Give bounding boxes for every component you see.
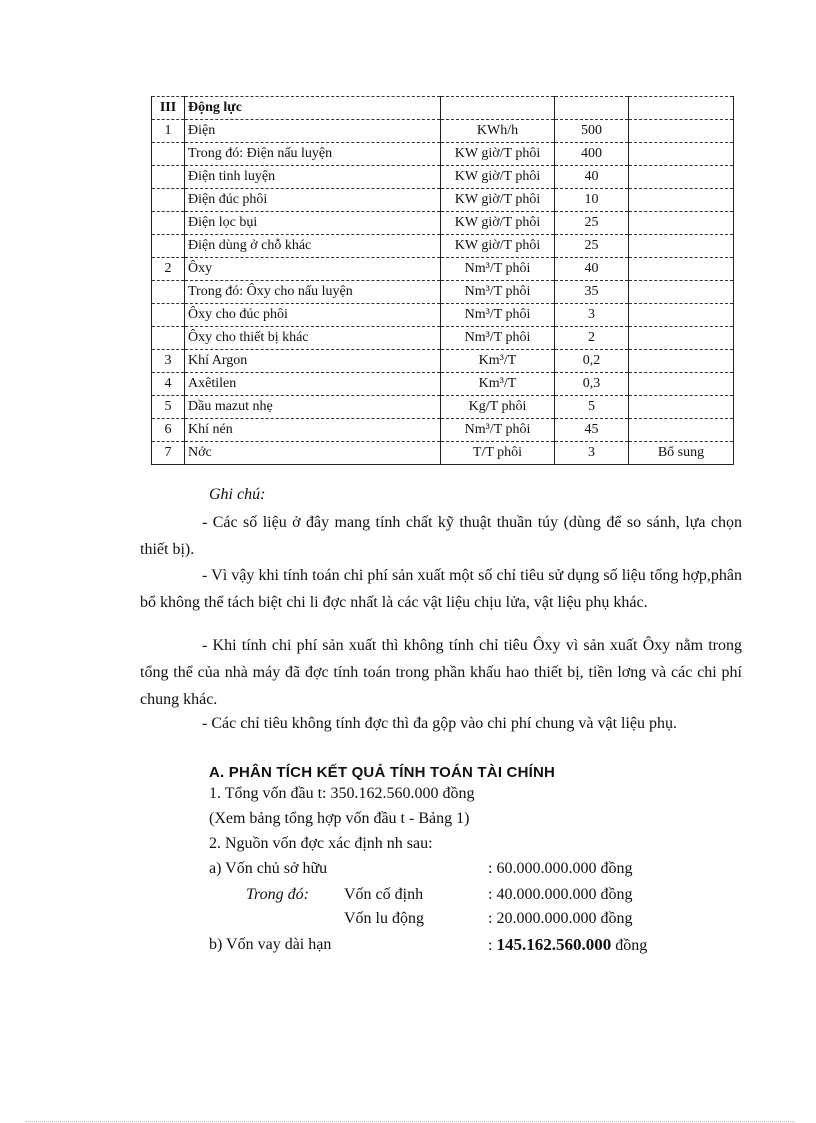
- table-cell-note: Bổ sung: [629, 442, 734, 465]
- table-cell-stt: [152, 281, 185, 304]
- table-row: [152, 373, 734, 396]
- note-paragraph-1: - Các số liệu ở đây mang tính chất kỹ thuật thuần túy (dùng để so sánh, lựa chọn thiết bị).: [140, 514, 742, 558]
- table-row: [152, 281, 734, 304]
- table-row: [152, 258, 734, 281]
- working-capital-value: : 20.000.000.000 đồng: [488, 910, 633, 927]
- table-cell-value: 0,2: [555, 350, 629, 373]
- table-cell-name: Điện tinh luyện: [185, 166, 441, 189]
- table-cell-value: 10: [555, 189, 629, 212]
- table-row: [152, 442, 734, 465]
- table-row: [152, 97, 734, 120]
- table-row: [152, 143, 734, 166]
- table-cell-stt: [152, 304, 185, 327]
- table-cell-stt: III: [152, 97, 185, 120]
- table-cell-value: 3: [555, 442, 629, 465]
- table-cell-stt: [152, 143, 185, 166]
- table-cell-unit: Nm³/T phôi: [441, 304, 555, 327]
- table-cell-unit: Km³/T: [441, 350, 555, 373]
- table-cell-note: [629, 327, 734, 350]
- table-row: [152, 189, 734, 212]
- table-row: [152, 396, 734, 419]
- table-cell-name: Trong đó: Ôxy cho nấu luyện: [185, 281, 441, 304]
- table-cell-note: [629, 143, 734, 166]
- table-cell-name: Ôxy cho thiết bị khác: [185, 327, 441, 350]
- table-cell-name: Nớc: [185, 442, 441, 465]
- table-cell-value: [555, 97, 629, 120]
- table-cell-stt: 2: [152, 258, 185, 281]
- table-cell-stt: [152, 327, 185, 350]
- table-cell-value: 35: [555, 281, 629, 304]
- table-cell-unit: Nm³/T phôi: [441, 327, 555, 350]
- table-cell-name: Axêtilen: [185, 373, 441, 396]
- table-cell-note: [629, 396, 734, 419]
- table-cell-unit: KW giờ/T phôi: [441, 166, 555, 189]
- table-cell-name: Điện: [185, 120, 441, 143]
- table-cell-note: [629, 235, 734, 258]
- table-cell-stt: [152, 166, 185, 189]
- equity-value: : 60.000.000.000 đồng: [488, 860, 633, 877]
- table-cell-name: Dầu mazut nhẹ: [185, 396, 441, 419]
- table-cell-name: Điện dùng ở chỗ khác: [185, 235, 441, 258]
- table-cell-value: 500: [555, 120, 629, 143]
- table-cell-name: Ôxy cho đúc phôi: [185, 304, 441, 327]
- working-capital-label: Vốn lu động: [344, 910, 424, 927]
- note-paragraph-4: - Các chỉ tiêu không tính đợc thì đa gộp vào chi phí chung và vật liệu phụ.: [202, 715, 678, 732]
- table-cell-note: [629, 120, 734, 143]
- table-cell-note: [629, 212, 734, 235]
- table-cell-value: 40: [555, 258, 629, 281]
- energy-consumption-table: [151, 96, 734, 465]
- table-cell-value: 45: [555, 419, 629, 442]
- loan-amount: 145.162.560.000: [496, 935, 612, 954]
- notes-title: Ghi chú:: [209, 486, 266, 503]
- table-row: [152, 166, 734, 189]
- table-row: [152, 235, 734, 258]
- table-cell-stt: [152, 189, 185, 212]
- table-cell-note: [629, 304, 734, 327]
- table-cell-unit: T/T phôi: [441, 442, 555, 465]
- table-cell-name: Điện đúc phôi: [185, 189, 441, 212]
- long-term-loan-value: [488, 935, 647, 955]
- note-paragraph-3: - Khi tính chi phí sản xuất thì không tính chỉ tiêu Ôxy vì sản xuất Ôxy nằm trong tổng thể của nhà máy đã đợc tính toán trong phần khấu hao thiết bị, tiền lơng và các chi phí chung khác.: [140, 637, 742, 708]
- fixed-capital-value: : 40.000.000.000 đồng: [488, 886, 633, 903]
- loan-unit: đồng: [611, 937, 648, 954]
- table-row: [152, 350, 734, 373]
- table-cell-name: Khí nén: [185, 419, 441, 442]
- section-heading: A. PHÂN TÍCH KẾT QUẢ TÍNH TOÁN TÀI CHÍNH: [209, 764, 556, 781]
- table-row: [152, 327, 734, 350]
- table-cell-stt: 7: [152, 442, 185, 465]
- table-cell-note: [629, 258, 734, 281]
- table-cell-unit: KWh/h: [441, 120, 555, 143]
- table-cell-name: Động lực: [185, 97, 441, 120]
- table-cell-unit: Nm³/T phôi: [441, 281, 555, 304]
- capital-sources-line: 2. Nguồn vốn đợc xác định nh sau:: [209, 835, 433, 852]
- table-cell-stt: 3: [152, 350, 185, 373]
- table-cell-unit: Km³/T: [441, 373, 555, 396]
- table-row: [152, 304, 734, 327]
- fixed-capital-label: Vốn cố định: [344, 886, 424, 903]
- table-cell-value: 25: [555, 212, 629, 235]
- table-cell-value: 2: [555, 327, 629, 350]
- table-cell-note: [629, 350, 734, 373]
- table-cell-value: 0,3: [555, 373, 629, 396]
- table-cell-unit: Kg/T phôi: [441, 396, 555, 419]
- table-row: [152, 120, 734, 143]
- table-body: [152, 97, 734, 465]
- table-cell-unit: KW giờ/T phôi: [441, 235, 555, 258]
- table-cell-value: 3: [555, 304, 629, 327]
- table-cell-value: 25: [555, 235, 629, 258]
- table-cell-note: [629, 166, 734, 189]
- table-cell-note: [629, 373, 734, 396]
- table-cell-note: [629, 419, 734, 442]
- table-cell-name: Khí Argon: [185, 350, 441, 373]
- table-cell-stt: 5: [152, 396, 185, 419]
- table-row: [152, 419, 734, 442]
- page-bottom-rule: [25, 1121, 795, 1122]
- table-cell-name: Trong đó: Điện nấu luyện: [185, 143, 441, 166]
- table-cell-unit: KW giờ/T phôi: [441, 212, 555, 235]
- note-paragraph-2: - Vì vậy khi tính toán chi phí sản xuất một số chỉ tiêu sử dụng số liệu tổng hợp,phân bổ không thể tách biệt chi li đợc nhất là các vật liệu chịu lửa, vật liệu phụ khác.: [140, 567, 742, 611]
- table-cell-stt: 6: [152, 419, 185, 442]
- loan-colon: :: [488, 937, 497, 954]
- total-investment-line: 1. Tổng vốn đầu t: 350.162.560.000 đồng: [209, 785, 475, 802]
- table-cell-name: Ôxy: [185, 258, 441, 281]
- table-cell-value: 400: [555, 143, 629, 166]
- table-cell-stt: [152, 212, 185, 235]
- table-cell-value: 5: [555, 396, 629, 419]
- table-cell-unit: Nm³/T phôi: [441, 258, 555, 281]
- table-cell-unit: Nm³/T phôi: [441, 419, 555, 442]
- table-cell-unit: KW giờ/T phôi: [441, 189, 555, 212]
- table-cell-stt: 4: [152, 373, 185, 396]
- trong-do-label: Trong đó:: [246, 886, 309, 903]
- table-cell-stt: [152, 235, 185, 258]
- table-row: [152, 212, 734, 235]
- table-cell-note: [629, 281, 734, 304]
- table-cell-note: [629, 189, 734, 212]
- table-cell-note: [629, 97, 734, 120]
- table-cell-unit: [441, 97, 555, 120]
- table-cell-name: Điện lọc bụi: [185, 212, 441, 235]
- table-cell-value: 40: [555, 166, 629, 189]
- investment-reference-line: (Xem bảng tổng hợp vốn đầu t - Bảng 1): [209, 810, 470, 827]
- table-cell-unit: KW giờ/T phôi: [441, 143, 555, 166]
- table-cell-stt: 1: [152, 120, 185, 143]
- long-term-loan-label: b) Vốn vay dài hạn: [209, 936, 332, 953]
- equity-label: a) Vốn chủ sở hữu: [209, 860, 328, 877]
